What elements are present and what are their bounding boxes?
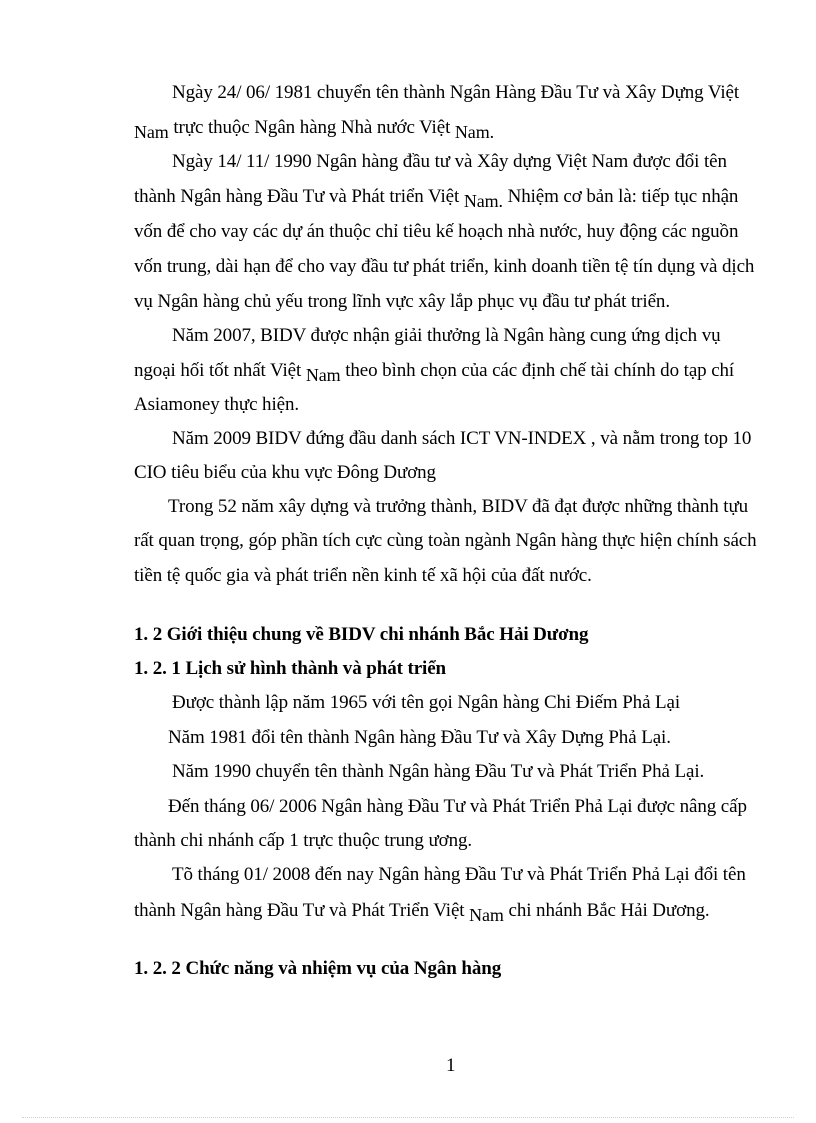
history-line: Đến tháng 06/ 2006 Ngân hàng Đầu Tư và Phát Triển Phả Lại được nâng cấp bbox=[168, 796, 747, 817]
paragraph-line: Trong 52 năm xây dựng và trưởng thành, BIDV đã đạt được những thành tựu bbox=[168, 496, 749, 517]
paragraph-line: rất quan trọng, góp phần tích cực cùng toàn ngành Ngân hàng thực hiện chính sách bbox=[134, 530, 757, 551]
history-line: Năm 1990 chuyển tên thành Ngân hàng Đầu Tư và Phát Triển Phả Lại. bbox=[172, 761, 705, 782]
sub-text: Nam bbox=[305, 365, 341, 385]
text-span: ngoại hối tốt nhất Việt bbox=[134, 360, 306, 381]
text-span: thành Ngân hàng Đầu Tư và Phát triển Việt bbox=[134, 186, 464, 207]
section-heading: 1. 2 Giới thiệu chung về BIDV chi nhánh Bắc Hải Dương bbox=[134, 624, 589, 645]
text-span: theo bình chọn của các định chế tài chính do tạp chí bbox=[340, 360, 735, 381]
history-line bbox=[134, 899, 710, 925]
paragraph-line: Ngày 24/ 06/ 1981 chuyển tên thành Ngân Hàng Đầu Tư và Xây Dựng Việt bbox=[172, 82, 740, 103]
paragraph-line bbox=[134, 185, 739, 211]
history-line: Tõ tháng 01/ 2008 đến nay Ngân hàng Đầu Tư và Phát Triển Phả Lại đổi tên bbox=[172, 864, 746, 885]
text-span: trực thuộc Ngân hàng Nhà nước Việt bbox=[168, 117, 455, 138]
text-span: thành Ngân hàng Đầu Tư và Phát Triển Việt bbox=[134, 900, 470, 921]
paragraph-line bbox=[134, 116, 494, 142]
text-span: Nhiệm cơ bản là: tiếp tục nhận bbox=[502, 186, 739, 207]
paragraph-line: vốn trung, dài hạn để cho vay đầu tư phát triển, kinh doanh tiền tệ tín dụng và dịch bbox=[134, 256, 755, 277]
subsection-heading: 1. 2. 1 Lịch sử hình thành và phát triển bbox=[134, 658, 447, 679]
sub-text: Nam. bbox=[454, 122, 494, 142]
sub-text: Nam. bbox=[463, 191, 503, 211]
paragraph-line: Ngày 14/ 11/ 1990 Ngân hàng đầu tư và Xây dựng Việt Nam được đổi tên bbox=[172, 151, 727, 172]
text-span: chi nhánh Bắc Hải Dương. bbox=[503, 900, 710, 921]
sub-text: Nam bbox=[469, 905, 504, 925]
history-line: thành chi nhánh cấp 1 trực thuộc trung ương. bbox=[134, 830, 473, 851]
history-line: Năm 1981 đổi tên thành Ngân hàng Đầu Tư và Xây Dựng Phả Lại. bbox=[168, 727, 671, 748]
sub-text: Nam bbox=[134, 122, 169, 142]
paragraph-line: Năm 2009 BIDV đứng đầu danh sách ICT VN-INDEX , và nằm trong top 10 bbox=[172, 428, 752, 449]
paragraph-line bbox=[134, 359, 735, 385]
page-number: 1 bbox=[446, 1055, 456, 1076]
paragraph-line: CIO tiêu biểu của khu vực Đông Dương bbox=[134, 462, 436, 483]
footer-divider bbox=[22, 1117, 794, 1118]
paragraph-line: tiền tệ quốc gia và phát triển nền kinh tế xã hội của đất nước. bbox=[134, 565, 592, 586]
paragraph-line: vụ Ngân hàng chủ yếu trong lĩnh vực xây lắp phục vụ đầu tư phát triển. bbox=[134, 291, 670, 312]
paragraph-line: Năm 2007, BIDV được nhận giải thưởng là Ngân hàng cung ứng dịch vụ bbox=[172, 325, 721, 346]
subsection-heading: 1. 2. 2 Chức năng và nhiệm vụ của Ngân hàng bbox=[134, 958, 502, 979]
paragraph-line: vốn để cho vay các dự án thuộc chỉ tiêu kế hoạch nhà nước, huy động các nguồn bbox=[134, 221, 739, 242]
history-line: Được thành lập năm 1965 với tên gọi Ngân hàng Chi Điếm Phả Lại bbox=[172, 692, 681, 713]
paragraph-line: Asiamoney thực hiện. bbox=[134, 394, 300, 415]
